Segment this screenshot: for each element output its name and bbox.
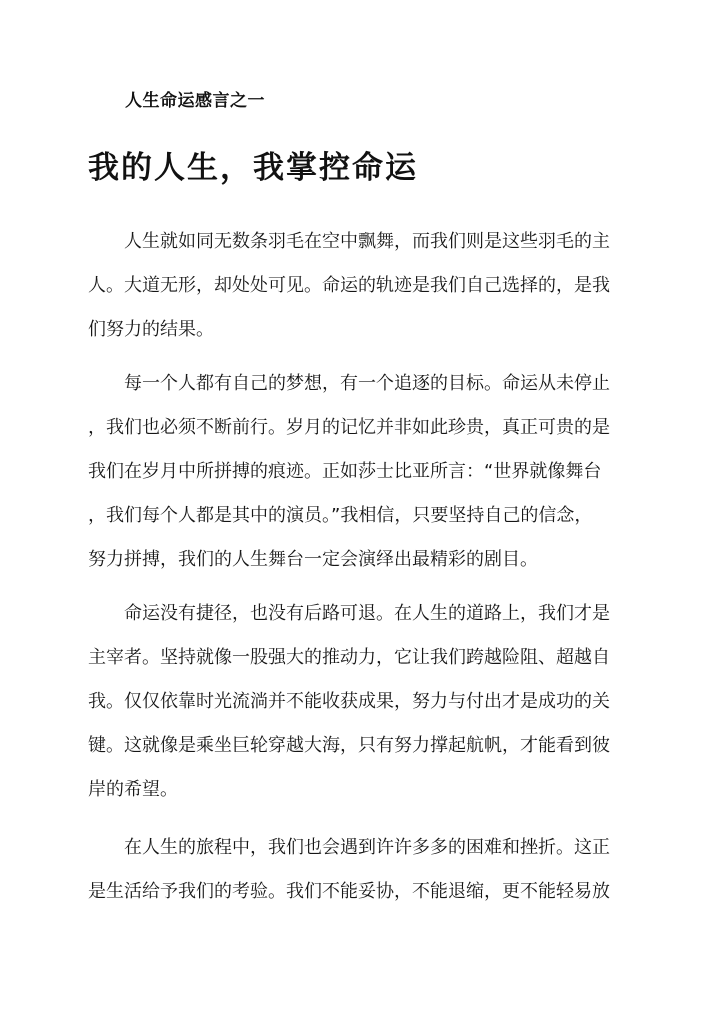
paragraph-2-line-3: 我们在岁月中所拼搏的痕迹。正如莎士比亚所言：“世界就像舞台 bbox=[88, 461, 602, 482]
paragraph-3-line-4: 键。这就像是乘坐巨轮穿越大海，只有努力撑起航帆，才能看到彼 bbox=[88, 735, 610, 756]
paragraph-2-line-1: 每一个人都有自己的梦想，有一个追逐的目标。命运从未停止 bbox=[124, 373, 610, 394]
paragraph-3-line-5: 岸的希望。 bbox=[88, 779, 178, 800]
paragraph-2-line-2: ，我们也必须不断前行。岁月的记忆并非如此珍贵，真正可贵的是 bbox=[88, 417, 610, 438]
paragraph-2-line-5: 努力拼搏，我们的人生舞台一定会演绎出最精彩的剧目。 bbox=[88, 549, 538, 570]
paragraph-3-line-2: 主宰者。坚持就像一股强大的推动力，它让我们跨越险阻、超越自 bbox=[88, 647, 610, 668]
paragraph-2-line-4: ，我们每个人都是其中的演员。”我相信，只要坚持自己的信念， bbox=[88, 505, 593, 526]
paragraph-1-line-3: 们努力的结果。 bbox=[88, 319, 214, 340]
paragraph-1-line-1: 人生就如同无数条羽毛在空中飘舞，而我们则是这些羽毛的主 bbox=[124, 231, 610, 252]
paragraph-4-line-2: 是生活给予我们的考验。我们不能妥协，不能退缩，更不能轻易放 bbox=[88, 881, 610, 902]
document-subtitle: 人生命运感言之一 bbox=[125, 91, 265, 111]
paragraph-4-line-1: 在人生的旅程中，我们也会遇到许许多多的困难和挫折。这正 bbox=[124, 837, 610, 858]
paragraph-1-line-2: 人。大道无形，却处处可见。命运的轨迹是我们自己选择的，是我 bbox=[88, 275, 610, 296]
paragraph-3-line-3: 我。仅仅依靠时光流淌并不能收获成果，努力与付出才是成功的关 bbox=[88, 691, 610, 712]
paragraph-3-line-1: 命运没有捷径，也没有后路可退。在人生的道路上，我们才是 bbox=[124, 603, 610, 624]
document-title: 我的人生，我掌控命运 bbox=[88, 150, 418, 186]
